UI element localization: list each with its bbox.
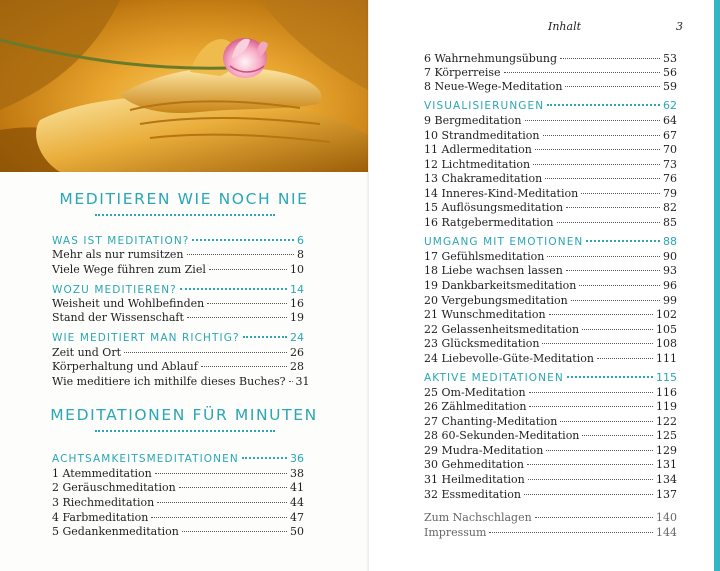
dot-leader xyxy=(579,285,660,286)
dot-leader xyxy=(528,479,653,480)
toc-entry-label: 22 Gelassenheitsmeditation xyxy=(424,323,580,336)
toc-entry-label: 15 Auflösungsmeditation xyxy=(424,201,564,214)
toc-entry-label: 20 Vergebungsmeditation xyxy=(424,294,568,307)
toc-entry[interactable] xyxy=(424,216,677,230)
toc-page-number: 140 xyxy=(656,511,677,524)
dot-leader xyxy=(535,517,653,518)
toc-page-number: 62 xyxy=(663,99,677,112)
dot-leader xyxy=(557,222,661,223)
toc-entry[interactable] xyxy=(424,143,677,157)
toc-chapter-heading[interactable] xyxy=(424,99,677,113)
photo-illustration xyxy=(0,0,368,172)
toc-entry[interactable]: 5 Gedankenmeditation 50 xyxy=(52,525,304,538)
title-dotted-rule xyxy=(95,428,275,432)
toc-entry-label: 10 Strandmeditation xyxy=(424,129,540,142)
toc-appendix-entry[interactable] xyxy=(424,511,677,525)
dot-leader xyxy=(545,178,660,179)
toc-entry-label: Zum Nachschlagen xyxy=(424,511,532,524)
dot-leader xyxy=(542,343,653,344)
toc-entry-label: 9 Bergmeditation xyxy=(424,114,522,127)
toc-entry[interactable] xyxy=(424,488,677,502)
toc-entry[interactable]: Zeit und Ort 26 xyxy=(52,346,304,359)
toc-entry[interactable] xyxy=(424,352,677,366)
dot-leader xyxy=(547,256,660,257)
dot-leader xyxy=(566,270,660,271)
dot-leader xyxy=(581,193,660,194)
toc-page-number: 93 xyxy=(663,264,677,277)
toc-entry[interactable] xyxy=(424,201,677,215)
toc-entry[interactable] xyxy=(424,114,677,128)
toc-entry[interactable] xyxy=(424,429,677,443)
toc-entry-label: 16 Ratgebermeditation xyxy=(424,216,554,229)
dot-leader xyxy=(546,450,653,451)
toc-entry-label: 7 Körperreise xyxy=(424,66,501,79)
page-number: 3 xyxy=(676,20,683,33)
toc-entry[interactable]: Stand der Wissenschaft 19 xyxy=(52,311,304,324)
toc-entry-label: 11 Adlermeditation xyxy=(424,143,532,156)
toc-entry-label: 13 Chakrameditation xyxy=(424,172,543,185)
dot-leader xyxy=(567,376,653,378)
section-title-minuten: MEDITATIONEN FÜR MINUTEN xyxy=(50,406,318,424)
toc-chapter-heading[interactable]: WAS IST MEDITATION? 6 xyxy=(52,234,304,247)
toc-page-number: 134 xyxy=(656,473,677,486)
toc-page-number: 88 xyxy=(663,235,677,248)
toc-entry-label: UMGANG MIT EMOTIONEN xyxy=(424,236,584,248)
dot-leader xyxy=(525,120,660,121)
dot-leader xyxy=(560,58,660,59)
toc-entry-label: 12 Lichtmeditation xyxy=(424,158,531,171)
toc-entry-label: 18 Liebe wachsen lassen xyxy=(424,264,563,277)
title-dotted-rule xyxy=(95,212,275,216)
toc-entry[interactable] xyxy=(424,279,677,293)
toc-entry[interactable] xyxy=(424,172,677,186)
toc-page-number: 64 xyxy=(663,114,677,127)
toc-entry-label: 21 Wunschmeditation xyxy=(424,308,546,321)
toc-page-number: 67 xyxy=(663,129,677,142)
toc-entry-label: 32 Essmeditation xyxy=(424,488,521,501)
toc-entry[interactable]: Weisheit und Wohlbefinden 16 xyxy=(52,297,304,310)
toc-entry-label: 8 Neue-Wege-Meditation xyxy=(424,80,563,93)
toc-entry[interactable]: 3 Riechmeditation 44 xyxy=(52,496,304,509)
toc-page-number: 70 xyxy=(663,143,677,156)
toc-entry[interactable] xyxy=(424,415,677,429)
toc-entry[interactable] xyxy=(424,323,677,337)
toc-entry-label: 28 60-Sekunden-Meditation xyxy=(424,429,580,442)
toc-entry[interactable] xyxy=(424,80,677,94)
toc-chapter-heading[interactable]: WIE MEDITIERT MAN RICHTIG? 24 xyxy=(52,331,304,344)
toc-page-number: 73 xyxy=(663,158,677,171)
dot-leader xyxy=(533,164,660,165)
toc-page-number: 102 xyxy=(656,308,677,321)
toc-entry[interactable]: 4 Farbmeditation 47 xyxy=(52,511,304,524)
toc-entry-label: 23 Glücksmeditation xyxy=(424,337,540,350)
toc-page-number: 79 xyxy=(663,187,677,200)
dot-leader xyxy=(560,421,653,422)
dot-leader xyxy=(535,149,660,150)
toc-entry-label: 6 Wahrnehmungsübung xyxy=(424,52,558,65)
toc-entry[interactable] xyxy=(424,52,677,66)
toc-page-number: 131 xyxy=(656,458,677,471)
toc-entry[interactable] xyxy=(424,337,677,351)
dot-leader xyxy=(586,240,660,242)
toc-entry[interactable] xyxy=(424,66,677,80)
toc-page-number: 116 xyxy=(656,386,677,399)
dot-leader xyxy=(543,135,660,136)
toc-page-number: 53 xyxy=(663,52,677,65)
section-title-meditieren: MEDITIEREN WIE NOCH NIE xyxy=(59,190,309,208)
toc-entry[interactable]: 2 Geräuschmeditation 41 xyxy=(52,481,304,494)
toc-entry[interactable] xyxy=(424,400,677,414)
toc-entry[interactable] xyxy=(424,264,677,278)
toc-page-number: 129 xyxy=(656,444,677,457)
toc-entry[interactable] xyxy=(424,444,677,458)
dot-leader xyxy=(549,314,653,315)
toc-entry[interactable]: Wie meditiere ich mithilfe dieses Buches? 31 xyxy=(52,375,310,388)
toc-entry[interactable] xyxy=(424,308,677,322)
toc-chapter-heading[interactable] xyxy=(424,371,677,385)
toc-chapter-heading[interactable]: WOZU MEDITIEREN? 14 xyxy=(52,283,304,296)
toc-page-number: 76 xyxy=(663,172,677,185)
toc-page-number: 137 xyxy=(656,488,677,501)
toc-entry-label: 19 Dankbarkeitsmeditation xyxy=(424,279,577,292)
dot-leader xyxy=(504,72,660,73)
toc-entry-label: 27 Chanting-Meditation xyxy=(424,415,558,428)
running-head: Inhalt xyxy=(548,20,582,33)
toc-page-number: 85 xyxy=(663,216,677,229)
dot-leader xyxy=(547,104,660,106)
toc-entry-label: 14 Inneres-Kind-Meditation xyxy=(424,187,579,200)
dot-leader xyxy=(529,392,653,393)
toc-entry[interactable] xyxy=(424,129,677,143)
toc-page-number: 119 xyxy=(656,400,677,413)
dot-leader xyxy=(529,406,653,407)
dot-leader xyxy=(565,86,660,87)
toc-page-number: 108 xyxy=(656,337,677,350)
toc-entry-label: 29 Mudra-Meditation xyxy=(424,444,544,457)
toc-entry-label: 25 Om-Meditation xyxy=(424,386,526,399)
toc-entry-label: 24 Liebevolle-Güte-Meditation xyxy=(424,352,594,365)
toc-entry[interactable] xyxy=(424,250,677,264)
dot-leader xyxy=(582,329,653,330)
toc-entry[interactable]: Mehr als nur rumsitzen 8 xyxy=(52,248,304,261)
toc-page-number: 96 xyxy=(663,279,677,292)
toc-entry[interactable]: Körperhaltung und Ablauf 28 xyxy=(52,360,304,373)
toc-page-number: 125 xyxy=(656,429,677,442)
page-edge-accent xyxy=(714,0,720,571)
toc-page-number: 144 xyxy=(656,526,677,539)
dot-leader xyxy=(571,300,660,301)
toc-page-number: 56 xyxy=(663,66,677,79)
dot-leader xyxy=(524,494,653,495)
toc-entry-label: VISUALISIERUNGEN xyxy=(424,100,545,112)
dot-leader xyxy=(489,532,653,533)
toc-page-number: 90 xyxy=(663,250,677,263)
toc-appendix-entry[interactable] xyxy=(424,526,677,540)
toc-page-number: 59 xyxy=(663,80,677,93)
toc-page-number: 82 xyxy=(663,201,677,214)
dot-leader xyxy=(582,435,653,436)
toc-entry[interactable] xyxy=(424,473,677,487)
dot-leader xyxy=(566,207,660,208)
toc-entry-label: 30 Gehmeditation xyxy=(424,458,524,471)
toc-chapter-heading[interactable]: ACHTSAMKEITSMEDITATIONEN 36 xyxy=(52,452,304,465)
toc-page-number: 115 xyxy=(656,371,677,384)
toc-entry-label: Impressum xyxy=(424,526,487,539)
toc-entry[interactable] xyxy=(424,294,677,308)
toc-page-number: 105 xyxy=(656,323,677,336)
toc-entry-label: 17 Gefühlsmeditation xyxy=(424,250,545,263)
toc-entry[interactable] xyxy=(424,187,677,201)
toc-chapter-heading[interactable] xyxy=(424,235,677,249)
buddha-hands-lotus-photo xyxy=(0,0,368,172)
toc-entry-label: 26 Zählmeditation xyxy=(424,400,527,413)
toc-page-number: 111 xyxy=(656,352,677,365)
toc-entry[interactable] xyxy=(424,158,677,172)
toc-entry[interactable]: Viele Wege führen zum Ziel 10 xyxy=(52,263,304,276)
toc-entry[interactable] xyxy=(424,458,677,472)
dot-leader xyxy=(597,358,653,359)
toc-page-number: 122 xyxy=(656,415,677,428)
toc-entry[interactable] xyxy=(424,386,677,400)
toc-entry[interactable]: 1 Atemmeditation 38 xyxy=(52,467,304,480)
dot-leader xyxy=(527,464,653,465)
toc-entry-label: AKTIVE MEDITATIONEN xyxy=(424,372,564,384)
toc-entry-label: 31 Heilmeditation xyxy=(424,473,525,486)
toc-page-number: 99 xyxy=(663,294,677,307)
